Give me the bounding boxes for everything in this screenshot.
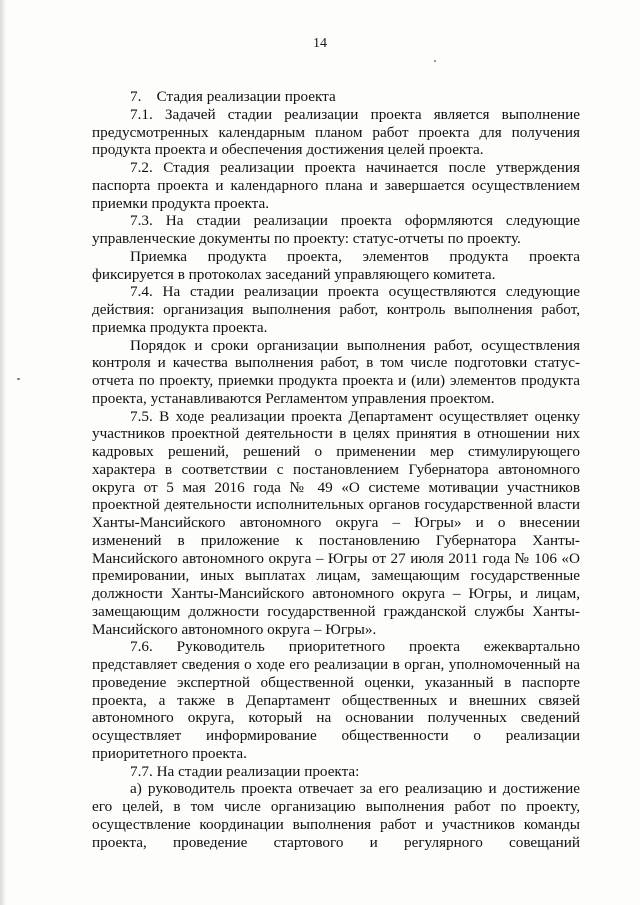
document-body (92, 88, 580, 851)
paragraph-7-6: 7.6. Руководитель приоритетного проекта ежеквартально представляет сведения о ходе его реализации в орган, уполномоченный на проведение экспертной общественной оценки, указанный в паспорте проекта, а также в Департамент общественных и внешних связей автономного округа, который на основании полученных сведений осуществляет информирование общественности о реализации приоритетного проекта. (92, 638, 580, 762)
scan-edge (0, 0, 6, 905)
section-heading: 7. Стадия реализации проекта (130, 88, 336, 105)
paragraph-7-3: 7.3. На стадии реализации проекта оформляются следующие управленческие документы по проекту: статус-отчеты по проекту. (92, 212, 580, 247)
paragraph-7-5: 7.5. В ходе реализации проекта Департамент осуществляет оценку участников проектной деятельности в целях принятия в отношении них кадровых решений, решений о применении мер стимулирующего характера в соответствии с постановлением Губернатора автономного округа от 5 мая 2016 года № 49 «О системе мотивации участников проектной деятельности исполнительных органов государственной власти Ханты-Мансийского автономного округа – Югры» и о внесении изменений в приложение к постановлению Губернатора Ханты-Мансийского автономного округа – Югры от 27 июля 2011 года № 106 «О премировании, иных выплатах лицам, замещающим государственные должности Ханты-Мансийского автономного округа – Югры, и лицам, замещающим должности государственной гражданской службы Ханты-Мансийского автономного округа – Югры». (92, 407, 580, 638)
paragraph-procedure: Порядок и сроки организации выполнения работ, осуществления контроля и качества выполнения работ, в том числе подготовки статус-отчета по проекту, приемки продукта проекта и (или) элементов продукта проекта, устанавливаются Регламентом управления проектом. (92, 336, 580, 407)
scan-speck (434, 60, 436, 62)
paragraph-7-2: 7.2. Стадия реализации проекта начинается после утверждения паспорта проекта и календарного плана и завершается осуществлением приемки продукта проекта. (92, 159, 580, 212)
paragraph-7-4: 7.4. На стадии реализации проекта осуществляются следующие действия: организация выполнения работ, контроль выполнения работ, приемка продукта проекта. (92, 283, 580, 336)
paragraph-7-7-a: а) руководитель проекта отвечает за его реализацию и достижение его целей, в том числе организацию выполнения работ по проекту, осуществление координации выполнения работ и участников команды проекта, проведение стартового и регулярного совещаний (92, 780, 580, 851)
paragraph-7-1: 7.1. Задачей стадии реализации проекта является выполнение предусмотренных календарным планом работ проекта для получения продукта проекта и обеспечения достижения целей проекта. (92, 105, 580, 159)
scan-speck (17, 378, 20, 380)
paragraph-acceptance: Приемка продукта проекта, элементов продукта проекта фиксируется в протоколах заседаний управляющего комитета. (92, 247, 580, 283)
page-number: 14 (313, 36, 327, 51)
paragraph-7-7: 7.7. На стадии реализации проекта: (130, 762, 360, 780)
